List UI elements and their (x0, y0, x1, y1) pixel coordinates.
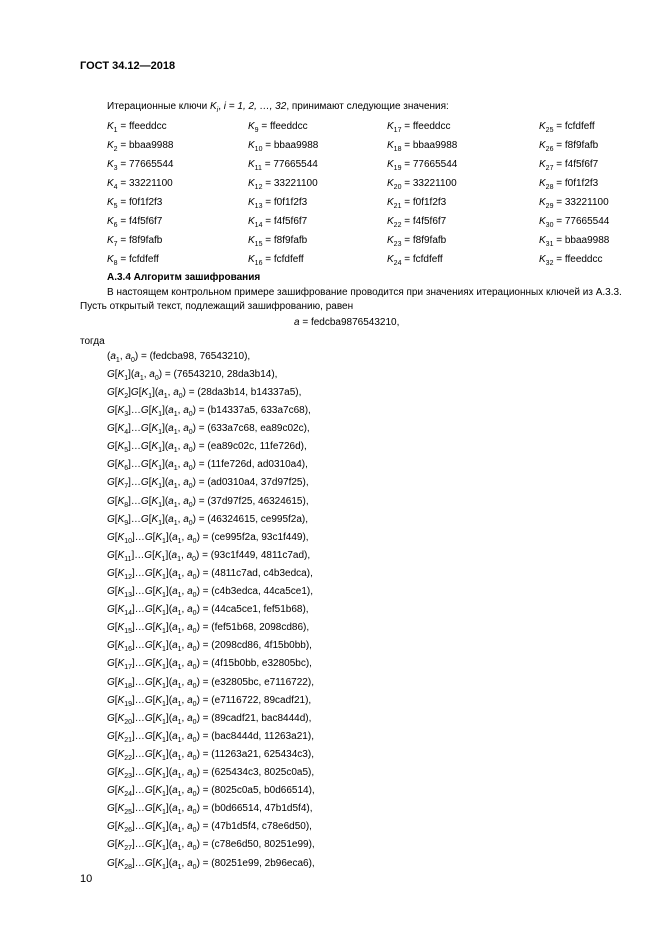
equation-initial: ($a_1$, $a_0$) = (fedcba98, 76543210), (107, 351, 251, 364)
equation-step: $G[K_4]\dots G[K_1](a_1$, $a_0) = (633a7c68$, ea89c02c), (107, 423, 310, 437)
plaintext-var: a (294, 317, 300, 328)
round-key-cell: $K_{23}$ = f8f9fafb (387, 235, 447, 248)
equation-step: $G[K_{21}]\dots G[K_1](a_1$, $a_0) = (bac8444d$, 11263a21), (107, 730, 314, 744)
equation-step: $G[K_{18}]\dots G[K_1](a_1$, $a_0) = (e32805bc$, e7116722), (107, 676, 314, 690)
round-key-cell: $K_{13} = f0f1f2f3$ (248, 197, 308, 210)
round-key-cell: $K_{20} = 33221100$ (387, 178, 457, 191)
then-word: тогда (80, 336, 105, 347)
round-key-cell: $K_{21} = f0f1f2f3$ (387, 197, 447, 210)
page-number: 10 (80, 873, 93, 885)
round-key-cell: $K_{24}$ = fcfdfeff (387, 254, 443, 267)
round-key-cell: $K_{29} = 33221100$ (539, 197, 609, 210)
round-key-cell: $K_7$ = f8f9fafb (107, 235, 163, 248)
equation-step: $G[K_{17}]\dots G[K_1](a_1$, $a_0) = (4f15b0bb$, e32805bc), (107, 658, 312, 672)
section-paragraph-2: Пусть открытый текст, подлежащий зашифрованию, равен (80, 301, 354, 312)
round-key-cell: $K_8$ = fcfdfeff (107, 254, 159, 267)
equation-step: $G[K_{23}]\dots G[K_1](a_1$, $a_0) = (625434c3$, 8025c0a5), (107, 767, 315, 780)
intro-range: i = 1, 2, …, 32 (223, 101, 287, 112)
equation-step-1: $G[K_1](a_1$, $a_0) = (76543210$, 28da3b14), (107, 369, 278, 382)
equation-step: $G[K_{11}]\dots G[K_1](a_1$, $a_0) = (93c1f449$, 4811c7ad), (107, 549, 311, 563)
equation-step: $G[K_7]\dots G[K_1](a_1$, $a_0) = (ad0310a4$, 37d97f25), (107, 477, 309, 491)
equation-step: $G[K_{10}]\dots G[K_1](a_1$, $a_0) = (ce995f2a$, 93c1f449), (107, 531, 309, 545)
round-key-cell: $K_{11} = 77665544$ (248, 159, 318, 172)
equation-step-2-value: (28da3b14, b14337a5), (197, 387, 302, 398)
standard-header: ГОСТ 34.12—2018 (80, 60, 176, 72)
intro-pre: Итерационные ключи (107, 101, 210, 112)
round-key-cell: $K_{31}$ = bbaa9988 (539, 235, 610, 248)
equation-step: $G[K_{14}]\dots G[K_1](a_1$, $a_0) = (44ca5ce1$, fef51b68), (107, 604, 309, 618)
round-key-cell: $K_9$ = ffeeddcc (248, 121, 308, 134)
round-key-cell: $K_{19} = 77665544$ (387, 159, 458, 172)
intro-mid: , (218, 101, 224, 112)
round-key-cell: $K_3 = 77665544$ (107, 159, 174, 172)
equation-step: $G[K_{25}]\dots G[K_1](a_1$, $a_0) = (b0d66514$, 47b1d5f4), (107, 803, 313, 817)
equation-step: $G[K_{28}]\dots G[K_1](a_1$, $a_0) = (80251e99$, 2b96eca6), (107, 857, 315, 871)
equation-step: $G[K_{16}]\dots G[K_1](a_1$, $a_0) = (2098cd86$, 4f15b0bb), (107, 640, 312, 654)
round-key-cell: $K_{28} = f0f1f2f3$ (539, 178, 599, 191)
equation-step: $G[K_9]\dots G[K_1](a_1$, $a_0) = (46324615$, ce995f2a), (107, 513, 309, 527)
equation-step: $G[K_3]\dots G[K_1](a_1$, $a_0) = (b14337a5$, 633a7c68), (107, 405, 311, 418)
round-key-cell: $K_{30} = 77665544$ (539, 216, 610, 229)
round-key-cell: $K_6 = f4f5f6f7$ (107, 216, 163, 229)
round-key-cell: $K_{17}$ = ffeeddcc (387, 121, 451, 134)
round-key-cell: $K_{16}$ = fcfdfeff (248, 254, 304, 267)
equation-initial-value: (fedcba98, 76543210), (149, 351, 251, 362)
round-key-cell: $K_4 = 33221100$ (107, 178, 173, 191)
equation-step-1-value: (76543210, 28da3b14), (173, 369, 278, 380)
equation-step: $G[K_{26}]\dots G[K_1](a_1$, $a_0) = (47b1d5f4$, c78e6d50), (107, 821, 312, 835)
equation-step: $G[K_{24}]\dots G[K_1](a_1$, $a_0) = (8025c0a5$, b0d66514), (107, 785, 315, 799)
round-key-cell: $K_{32}$ = ffeeddcc (539, 254, 603, 267)
round-key-cell: $K_{25}$ = fcfdfeff (539, 121, 595, 134)
round-key-cell: $K_{27} = f4f5f6f7$ (539, 159, 599, 172)
equation-step: $G[K_{12}]\dots G[K_1](a_1$, $a_0) = (4811c7ad$, c4b3edca), (107, 567, 313, 581)
round-key-cell: $K_{10}$ = bbaa9988 (248, 140, 319, 153)
plaintext-value: = fedcba9876543210, (299, 317, 400, 328)
round-key-cell: $K_{18}$ = bbaa9988 (387, 140, 458, 153)
round-key-cell: $K_{22} = f4f5f6f7$ (387, 216, 447, 229)
round-key-cell: $K_{12} = 33221100$ (248, 178, 318, 191)
equation-step: $G[K_{20}]\dots G[K_1](a_1$, $a_0$) = (89cadf21, bac8444d), (107, 712, 312, 726)
intro-line: Итерационные ключи $K_i$, i = 1, 2, …, 32, принимают следующие значения: (107, 101, 449, 114)
equation-step: $G[K_{27}]\dots G[K_1](a_1$, $a_0) = (c78e6d50$, 80251e99), (107, 839, 315, 853)
equation-step: $G[K_5]\dots G[K_1](a_1$, $a_0) = (ea89c02c$, 11fe726d), (107, 441, 307, 455)
section-paragraph-1: В настоящем контрольном примере зашифрование проводится при значениях итерационных ключей из А.3.3. (107, 287, 622, 298)
equation-step: $G[K_8]\dots G[K_1](a_1$, $a_0) = (37d97f25$, 46324615), (107, 495, 309, 509)
round-key-cell: $K_1$ = ffeeddcc (107, 121, 167, 134)
equation-step: $G[K_{15}]\dots G[K_1](a_1$, $a_0) = (fef51b68$, 2098cd86), (107, 622, 310, 636)
equation-step-2: $G[K_2]G[K_1](a_1$, $a_0) = (28da3b14$, b14337a5), (107, 387, 302, 400)
plaintext-equation (294, 317, 399, 328)
section-title: A.3.4 Алгоритм зашифрования (107, 272, 261, 283)
equation-step: $G[K_{19}]\dots G[K_1](a_1$, $a_0) = (e7116722$, 89cadf21), (107, 694, 312, 708)
round-key-cell: $K_{15}$ = f8f9fafb (248, 235, 308, 248)
round-key-cell: $K_2$ = bbaa9988 (107, 140, 174, 153)
round-key-cell: $K_{26}$ = f8f9fafb (539, 140, 599, 153)
round-key-cell: $K_{14} = f4f5f6f7$ (248, 216, 308, 229)
round-key-cell: $K_5 = f0f1f2f3$ (107, 197, 163, 210)
intro-post: , принимают следующие значения: (286, 101, 449, 112)
equation-step: $G[K_{13}]\dots G[K_1](a_1$, $a_0$) = (c4b3edca, 44ca5ce1), (107, 586, 314, 599)
equation-step: $G[K_6]\dots G[K_1](a_1$, $a_0) = (11fe726d$, ad0310a4), (107, 459, 308, 473)
equation-step: $G[K_{22}]\dots G[K_1](a_1$, $a_0) = (11263a21$, 625434c3), (107, 748, 314, 762)
